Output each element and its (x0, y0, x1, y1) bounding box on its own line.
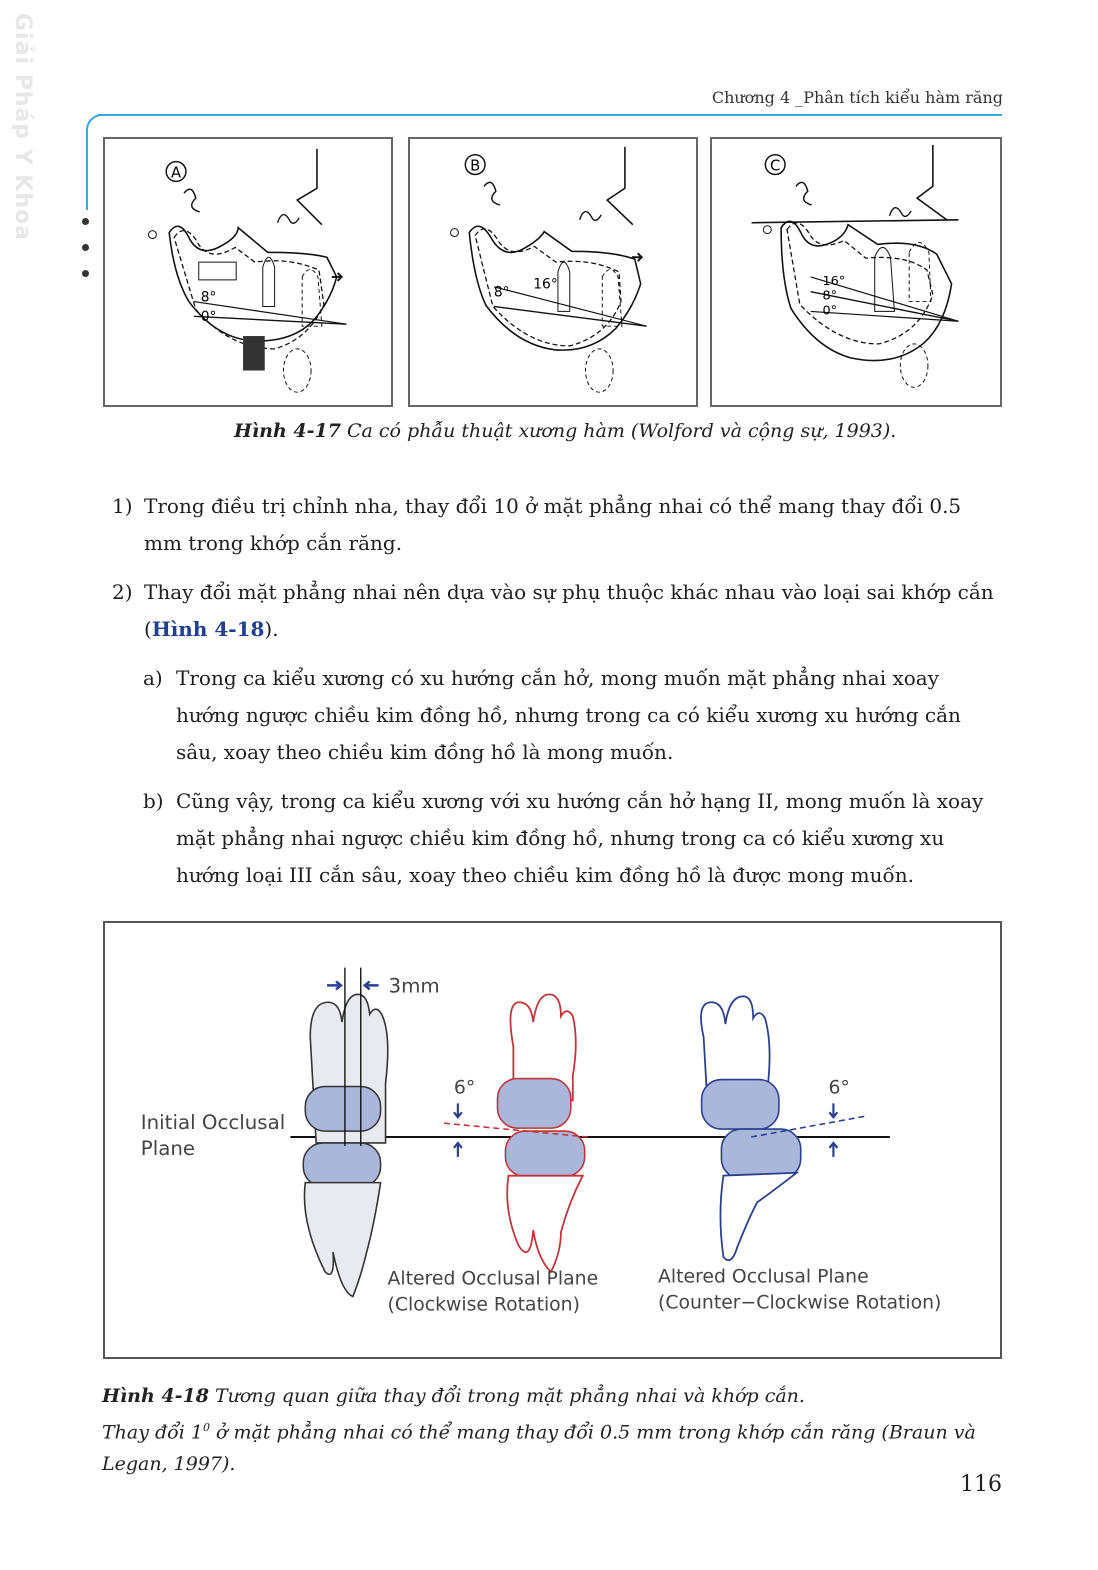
list-number: b) (143, 789, 164, 813)
angle-label-left: 6° (453, 1077, 476, 1099)
header-rule-curve (86, 114, 102, 210)
list-item (112, 488, 1004, 562)
caption-label: Hình 4-17 (234, 420, 341, 442)
tooth-clockwise (444, 994, 588, 1271)
figure-panel-a (103, 137, 393, 407)
dot (82, 270, 89, 277)
list-text: Cũng vậy, trong ca kiểu xương với xu hướng cắn hở hạng II, mong muốn là xoay mặt phẳng nhai ngược chiều kim đồng hồ, nhưng trong ca có kiểu xương xu hướng loại III cắn sâu, xoay theo chiều kim đồng hồ là được mong muốn. (176, 789, 984, 887)
clockwise-label-line2: (Clockwise Rotation) (387, 1294, 580, 1316)
list-text (144, 574, 1004, 648)
list-number: 2) (112, 580, 133, 604)
decorative-dots (82, 218, 92, 296)
figure-4-18 (103, 921, 1002, 1359)
list-item (112, 574, 1004, 648)
sub-list-item (143, 783, 1004, 894)
page-number: 116 (960, 1472, 1002, 1497)
angle-label: 16° (533, 276, 558, 293)
figure-panel-b (408, 137, 698, 407)
angle-label-right: 6° (828, 1077, 850, 1099)
caption-text: ở mặt phẳng nhai có thể mang thay đổi 0.5 mm trong khớp cắn răng (Braun và Legan, 1997). (102, 1421, 976, 1476)
angle-label: 8° (493, 284, 510, 301)
jaw-diagram-a (105, 139, 391, 405)
initial-plane-label-line1: Initial Occlusal (140, 1111, 286, 1135)
list-text: Trong điều trị chỉnh nha, thay đổi 10 ở mặt phẳng nhai có thể mang thay đổi 0.5 mm trong khớp cắn răng. (144, 494, 962, 555)
caption-text: Ca có phẫu thuật xương hàm (Wolford và cộng sự, 1993). (340, 420, 897, 442)
side-brand-watermark: Giải Pháp Y Khoa (10, 13, 35, 241)
caption-label: Hình 4-18 (102, 1385, 209, 1407)
clockwise-label-line1: Altered Occlusal Plane (387, 1268, 599, 1290)
jaw-diagram-b (410, 139, 696, 405)
figure-reference-link[interactable]: Hình 4-18 (151, 617, 265, 641)
figure-panel-c (710, 137, 1002, 407)
counter-label-line2: (Counter−Clockwise Rotation) (658, 1292, 942, 1314)
panel-letter: B (470, 157, 481, 175)
caption-text: Tương quan giữa thay đổi trong mặt phẳng nhai và khớp cắn. (208, 1385, 805, 1407)
chapter-header: Chương 4 _Phân tích kiểu hàm răng (711, 88, 1003, 107)
list-text-after: ). (264, 617, 279, 641)
initial-plane-label-line2: Plane (140, 1136, 196, 1160)
angle-label: 8° (200, 289, 217, 306)
tooth-counter-clockwise (701, 996, 865, 1260)
figure-4-18-caption (102, 1380, 1012, 1480)
header-rule (98, 114, 1002, 116)
list-number: 1) (112, 494, 133, 518)
caption-line-2 (102, 1412, 1012, 1480)
list-number: a) (143, 666, 163, 690)
panel-letter: A (171, 164, 182, 182)
sub-list-item (143, 660, 1004, 771)
angle-label: 8° (822, 288, 838, 304)
dot (82, 244, 89, 251)
caption-line-1 (102, 1380, 1012, 1412)
figure-4-17-caption (234, 420, 896, 442)
measure-label: 3mm (388, 974, 440, 998)
dot (82, 218, 89, 225)
caption-superscript: 0 (203, 1421, 211, 1434)
caption-text: Thay đổi 1 (102, 1421, 204, 1444)
panel-letter: C (770, 157, 781, 175)
angle-label: 0° (200, 309, 217, 326)
angle-label: 16° (822, 273, 846, 289)
counter-label-line1: Altered Occlusal Plane (658, 1266, 869, 1288)
angle-label: 0° (822, 303, 838, 319)
occlusal-plane-diagram (105, 923, 1000, 1357)
tooth-initial (303, 968, 387, 1297)
list-text-before: Thay đổi mặt phẳng nhai nên dựa vào sự phụ thuộc khác nhau vào loại sai khớp cắn ( (144, 580, 994, 641)
jaw-diagram-c (712, 139, 1000, 405)
list-text: Trong ca kiểu xương có xu hướng cắn hở, mong muốn mặt phẳng nhai xoay hướng ngược chiều kim đồng hồ, nhưng trong ca có kiểu xương xu hướng cắn sâu, xoay theo chiều kim đồng hồ là mong muốn. (176, 666, 961, 764)
